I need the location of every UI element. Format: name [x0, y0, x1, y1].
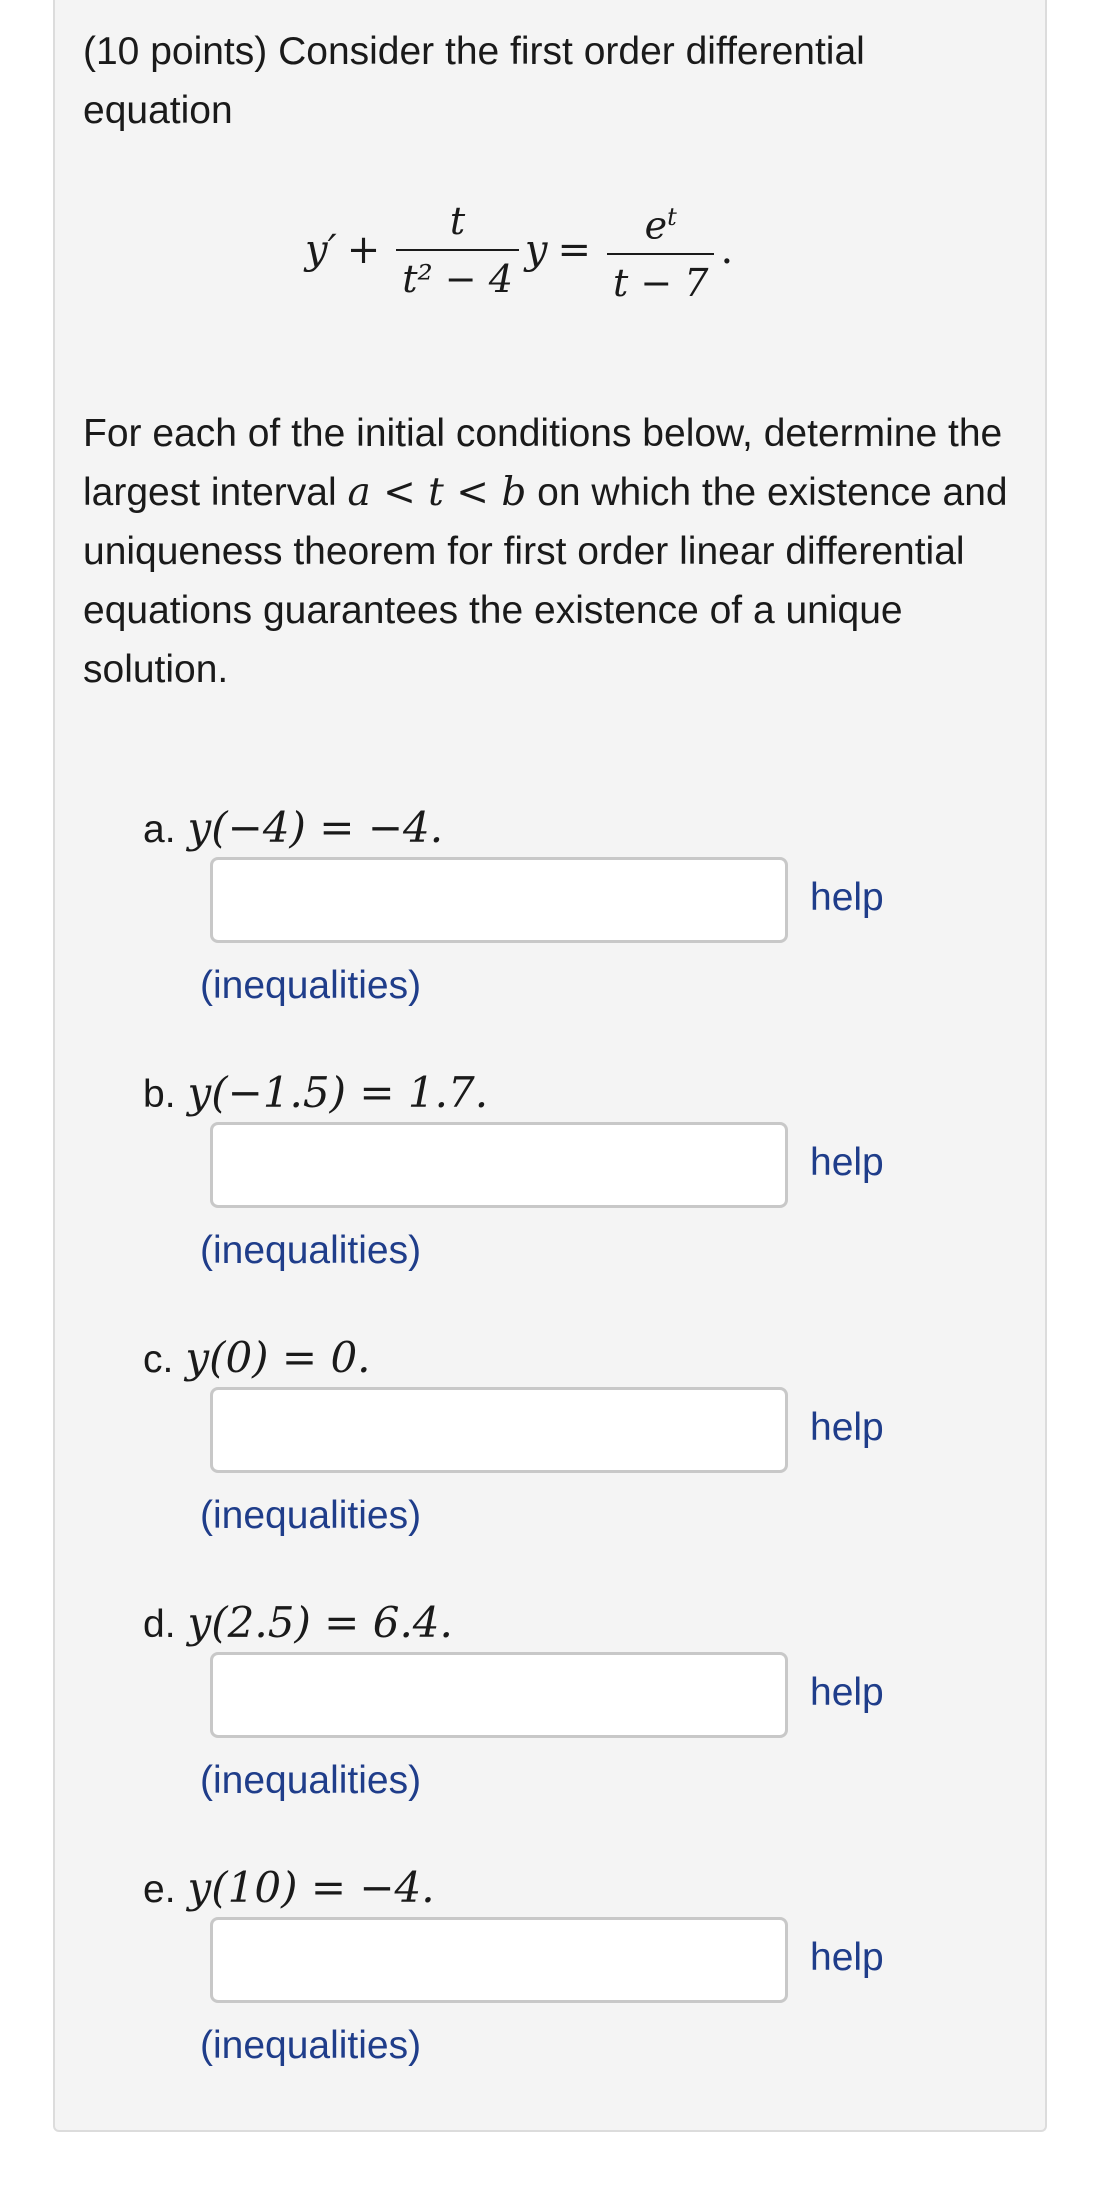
part-label — [143, 1595, 453, 1653]
coefficient-fraction — [396, 199, 519, 301]
part-letter: e. — [143, 1868, 176, 1911]
instructions-start: For each of the initial conditions below, determine the largest interval — [83, 412, 1003, 514]
initial-condition: y(0) = 0. — [185, 1333, 371, 1382]
part-letter: a. — [143, 808, 176, 851]
part-letter: d. — [143, 1603, 176, 1646]
problem-intro: (10 points) Consider the first order differential equation — [83, 30, 865, 132]
instructions-end: on which the existence and uniqueness theorem for first order linear differential equations guarantees the existence of a unique solution. — [83, 471, 1008, 691]
initial-condition: y(2.5) = 6.4. — [187, 1598, 453, 1647]
equation-period: . — [720, 227, 734, 273]
help-link-a[interactable]: help — [810, 876, 884, 919]
part-b — [55, 1065, 1049, 1305]
interval-notation: a < t < b — [347, 470, 527, 515]
rhs-denominator: t − 7 — [607, 253, 714, 305]
rhs-numerator-exponent: t — [667, 202, 677, 231]
equation-y-prime: y′ — [305, 227, 337, 273]
instructions-paragraph — [83, 404, 1043, 699]
inequalities-link-e[interactable]: (inequalities) — [200, 2024, 422, 2067]
differential-equation — [305, 180, 733, 320]
inequalities-link-c[interactable]: (inequalities) — [200, 1494, 422, 1537]
initial-condition: y(−4) = −4. — [187, 803, 444, 852]
initial-condition: y(10) = −4. — [187, 1863, 435, 1912]
answer-input-e[interactable] — [210, 1917, 788, 2003]
coefficient-denominator: t² − 4 — [396, 249, 519, 301]
rhs-fraction — [607, 195, 714, 306]
answer-input-d[interactable] — [210, 1652, 788, 1738]
part-e — [55, 1860, 1049, 2100]
help-link-b[interactable]: help — [810, 1141, 884, 1184]
equation-equals: = — [557, 227, 592, 273]
coefficient-numerator: t — [449, 199, 466, 243]
part-a — [55, 800, 1049, 1040]
initial-condition: y(−1.5) = 1.7. — [187, 1068, 489, 1117]
part-d — [55, 1595, 1049, 1835]
help-link-e[interactable]: help — [810, 1936, 884, 1979]
part-letter: c. — [143, 1338, 174, 1381]
equation-y: y — [524, 227, 548, 273]
inequalities-link-b[interactable]: (inequalities) — [200, 1229, 422, 1272]
part-label — [143, 1330, 371, 1388]
part-label — [143, 1065, 488, 1123]
help-link-d[interactable]: help — [810, 1671, 884, 1714]
answer-input-a[interactable] — [210, 857, 788, 943]
rhs-numerator-base: e — [644, 203, 668, 248]
part-label — [143, 800, 443, 858]
inequalities-link-a[interactable]: (inequalities) — [200, 964, 422, 1007]
part-c — [55, 1330, 1049, 1570]
inequalities-link-d[interactable]: (inequalities) — [200, 1759, 422, 1802]
equation-plus: + — [346, 227, 381, 273]
part-letter: b. — [143, 1073, 176, 1116]
problem-panel — [53, 0, 1047, 2132]
answer-input-b[interactable] — [210, 1122, 788, 1208]
answer-input-c[interactable] — [210, 1387, 788, 1473]
help-link-c[interactable]: help — [810, 1406, 884, 1449]
rhs-numerator — [639, 195, 683, 254]
part-label — [143, 1860, 435, 1918]
